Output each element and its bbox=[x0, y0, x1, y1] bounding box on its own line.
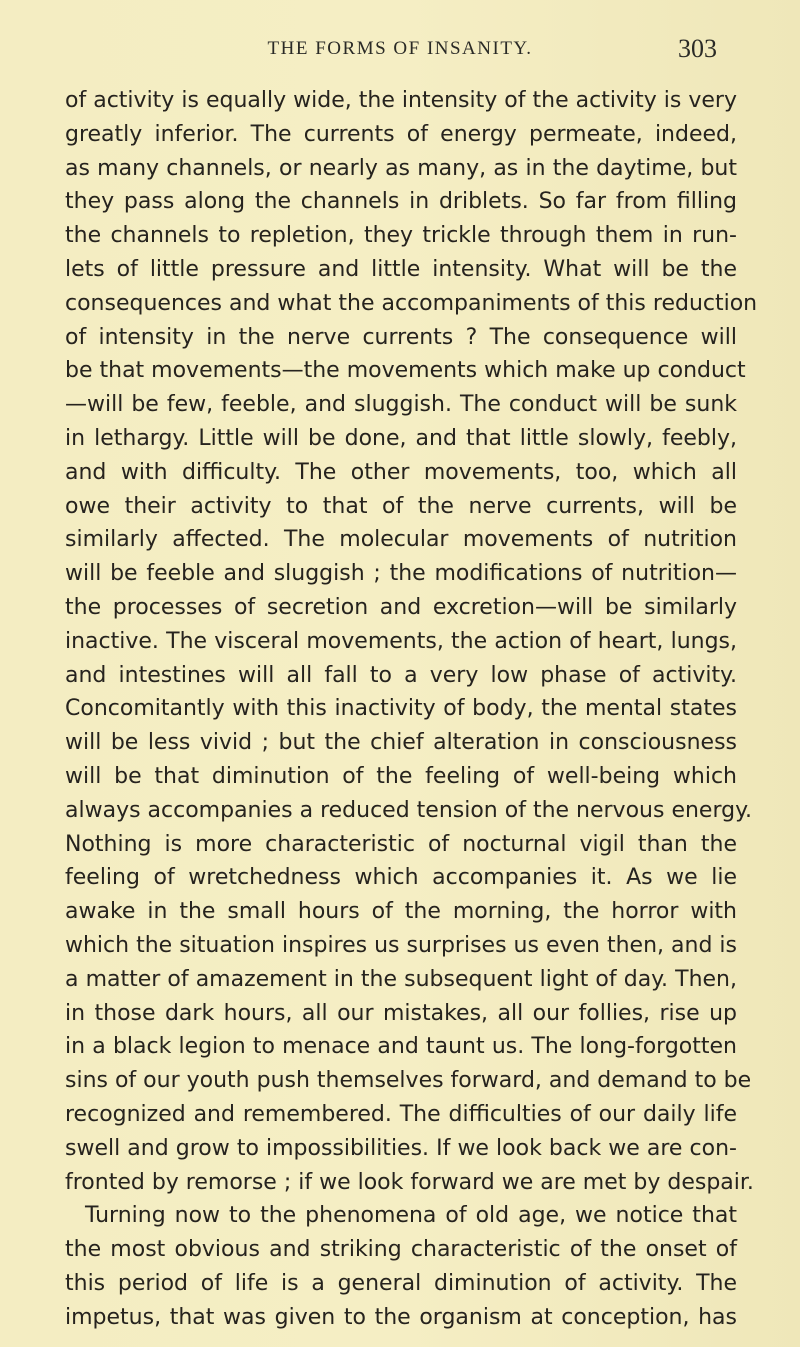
text-line: will be that diminution of the feeling of well-being which bbox=[65, 763, 737, 789]
text-line: the most obvious and striking characteristic of the onset of bbox=[65, 1237, 737, 1263]
text-line: in a black legion to menace and taunt us. The long-forgotten bbox=[65, 1034, 737, 1060]
text-line: awake in the small hours of the morning, the horror with bbox=[65, 899, 737, 925]
text-line: they pass along the channels in driblets. So far from filling bbox=[65, 189, 737, 215]
running-head bbox=[0, 34, 800, 74]
text-line: the channels to repletion, they trickle through them in run- bbox=[65, 223, 737, 249]
running-title: THE FORMS OF INSANITY. bbox=[267, 38, 533, 59]
text-line: of intensity in the nerve currents ? The consequence will bbox=[65, 324, 737, 350]
text-line: swell and grow to impossibilities. If we look back we are con- bbox=[65, 1135, 737, 1161]
text-line: impetus, that was given to the organism at conception, has bbox=[65, 1304, 737, 1330]
text-line: which the situation inspires us surprises us even then, and is bbox=[65, 932, 737, 958]
text-line: will be feeble and sluggish ; the modifications of nutrition— bbox=[65, 561, 737, 587]
text-line: —will be few, feeble, and sluggish. The conduct will be sunk bbox=[65, 392, 737, 418]
text-line: always accompanies a reduced tension of the nervous energy. bbox=[65, 797, 752, 823]
text-line: and intestines will all fall to a very low phase of activity. bbox=[65, 662, 737, 688]
text-line: Concomitantly with this inactivity of body, the mental states bbox=[65, 696, 737, 722]
body-text bbox=[65, 84, 758, 1334]
page-number: 303 bbox=[678, 34, 717, 63]
text-line: of activity is equally wide, the intensity of the activity is very bbox=[65, 88, 737, 113]
text-line: feeling of wretchedness which accompanies it. As we lie bbox=[65, 865, 737, 891]
text-line: will be less vivid ; but the chief alteration in consciousness bbox=[65, 730, 737, 756]
text-line: recognized and remembered. The difficulties of our daily life bbox=[65, 1101, 737, 1127]
paragraph-start-line: Turning now to the phenomena of old age, we notice that bbox=[85, 1203, 737, 1229]
text-line: lets of little pressure and little intensity. What will be the bbox=[65, 256, 737, 282]
text-line: the processes of secretion and excretion—will be similarly bbox=[65, 594, 737, 620]
text-line: owe their activity to that of the nerve currents, will be bbox=[65, 493, 737, 519]
text-line: be that movements—the movements which make up conduct bbox=[65, 358, 746, 384]
text-line: fronted by remorse ; if we look forward we are met by despair. bbox=[65, 1169, 754, 1195]
text-line: a matter of amazement in the subsequent light of day. Then, bbox=[65, 966, 737, 992]
text-line: consequences and what the accompaniments of this reduction bbox=[65, 290, 758, 316]
text-line: Nothing is more characteristic of nocturnal vigil than the bbox=[65, 831, 737, 857]
text-line: this period of life is a general diminution of activity. The bbox=[65, 1270, 737, 1296]
text-line: greatly inferior. The currents of energy permeate, indeed, bbox=[65, 121, 737, 147]
text-line: inactive. The visceral movements, the action of heart, lungs, bbox=[65, 628, 737, 654]
text-line: in those dark hours, all our mistakes, all our follies, rise up bbox=[65, 1000, 737, 1026]
text-line: similarly affected. The molecular movements of nutrition bbox=[65, 527, 737, 553]
text-line: in lethargy. Little will be done, and that little slowly, feebly, bbox=[65, 425, 737, 451]
text-line: sins of our youth push themselves forward, and demand to be bbox=[65, 1068, 752, 1094]
text-line: and with difficulty. The other movements, too, which all bbox=[65, 459, 737, 485]
text-line: as many channels, or nearly as many, as in the daytime, but bbox=[65, 155, 737, 181]
